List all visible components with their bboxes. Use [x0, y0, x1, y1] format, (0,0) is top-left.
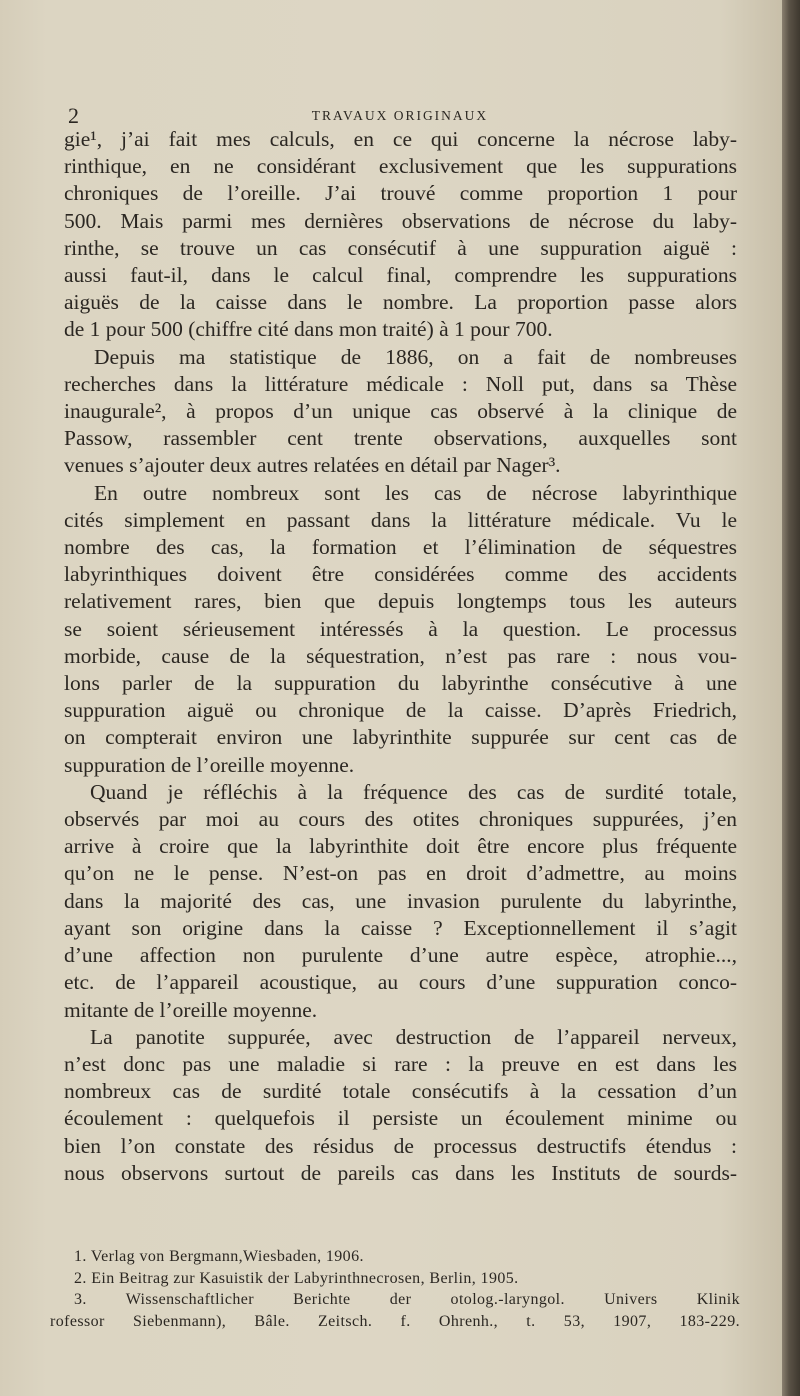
text-line: se soient sérieusement intéressés à la question. Le processus	[64, 616, 737, 641]
text-line: arrive à croire que la labyrinthite doit être encore plus fréquente	[64, 834, 737, 859]
text-line: morbide, cause de la séquestration, n’est pas rare : nous vou-	[64, 643, 737, 668]
text-line: bien l’on constate des résidus de processus destructifs étendus :	[64, 1133, 737, 1158]
text-line: inaugurale², à propos d’un unique cas observé à la clinique de	[64, 399, 737, 424]
text-line: aiguës de la caisse dans le nombre. La proportion passe alors	[64, 290, 737, 315]
text-line: ayant son origine dans la caisse ? Exceptionnellement il s’agit	[64, 915, 737, 940]
footnote: 1. Verlag von Bergmann,Wiesbaden, 1906.	[74, 1248, 364, 1265]
text-line: on compterait environ une labyrinthite suppurée sur cent cas de	[64, 725, 737, 750]
text-line: gie¹, j’ai fait mes calculs, en ce qui concerne la nécrose laby-	[64, 127, 737, 151]
text-line: écoulement : quelquefois il persiste un écoulement minime ou	[64, 1106, 737, 1131]
text-line: Depuis ma statistique de 1886, on a fait de nombreuses	[94, 344, 737, 369]
text-line: labyrinthiques doivent être considérées comme des accidents	[64, 562, 737, 587]
text-line: qu’on ne le pense. N’est-on pas en droit d’admettre, au moins	[64, 861, 737, 886]
text-line: dans la majorité des cas, une invasion purulente du labyrinthe,	[64, 888, 737, 913]
text-line: observés par moi au cours des otites chroniques suppurées, j’en	[64, 807, 737, 832]
running-title: TRAVAUX ORIGINAUX	[311, 108, 489, 123]
text-line: suppuration de l’oreille moyenne.	[64, 752, 355, 777]
footnote: 2. Ein Beitrag zur Kasuistik der Labyrinthnecrosen, Berlin, 1905.	[74, 1269, 519, 1287]
text-line: recherches dans la littérature médicale : Noll put, dans sa Thèse	[64, 371, 737, 396]
text-line: rinthe, se trouve un cas consécutif à une suppuration aiguë :	[64, 235, 737, 260]
text-line: nombreux cas de surdité totale consécutifs à la cessation d’un	[64, 1079, 737, 1104]
text-line: nous observons surtout de pareils cas dans les Instituts de sourds-	[64, 1160, 737, 1185]
text-line: mitante de l’oreille moyenne.	[64, 997, 318, 1022]
text-line: etc. de l’appareil acoustique, au cours d’une suppuration conco-	[64, 970, 737, 995]
text-line: cités simplement en passant dans la littérature médicale. Vu le	[64, 507, 737, 532]
footnotes	[50, 1246, 740, 1332]
page-edge-shadow	[782, 0, 800, 1396]
text-line: chroniques de l’oreille. J’ai trouvé comme proportion 1 pour	[64, 181, 737, 206]
text-line: nombre des cas, la formation et l’élimination de séquestres	[64, 535, 737, 560]
footnote: 3. Wissenschaftlicher Berichte der otolog.-laryngol. Univers Klinik	[74, 1291, 740, 1308]
text-line: d’une affection non purulente d’une autre espèce, atrophie...,	[64, 943, 737, 968]
text-line: relativement rares, bien que depuis longtemps tous les auteurs	[64, 589, 737, 614]
text-line: n’est donc pas une maladie si rare : la preuve en est dans les	[64, 1051, 737, 1076]
footnote: rofessor Siebenmann), Bâle. Zeitsch. f. Ohrenh., t. 53, 1907, 183-229.	[50, 1312, 740, 1330]
text-line: Quand je réfléchis à la fréquence des cas de surdité totale,	[90, 779, 737, 804]
body-text	[64, 126, 737, 1187]
text-line: rinthique, en ne considérant exclusivement que les suppurations	[64, 154, 737, 179]
text-line: venues s’ajouter deux autres relatées en détail par Nager³.	[64, 453, 561, 478]
text-line: 500. Mais parmi mes dernières observations de nécrose du laby-	[64, 208, 737, 233]
text-line: Passow, rassembler cent trente observations, auxquelles sont	[64, 426, 737, 451]
text-line: En outre nombreux sont les cas de nécrose labyrinthique	[94, 480, 737, 505]
text-line: La panotite suppurée, avec destruction de l’appareil nerveux,	[90, 1024, 737, 1049]
text-line: lons parler de la suppuration du labyrinthe consécutive à une	[64, 671, 737, 696]
text-line: aussi faut-il, dans le calcul final, comprendre les suppurations	[64, 263, 737, 288]
text-line: suppuration aiguë ou chronique de la caisse. D’après Friedrich,	[64, 698, 737, 723]
page-number: 2	[68, 103, 79, 128]
text-line: de 1 pour 500 (chiffre cité dans mon traité) à 1 pour 700.	[64, 317, 553, 342]
